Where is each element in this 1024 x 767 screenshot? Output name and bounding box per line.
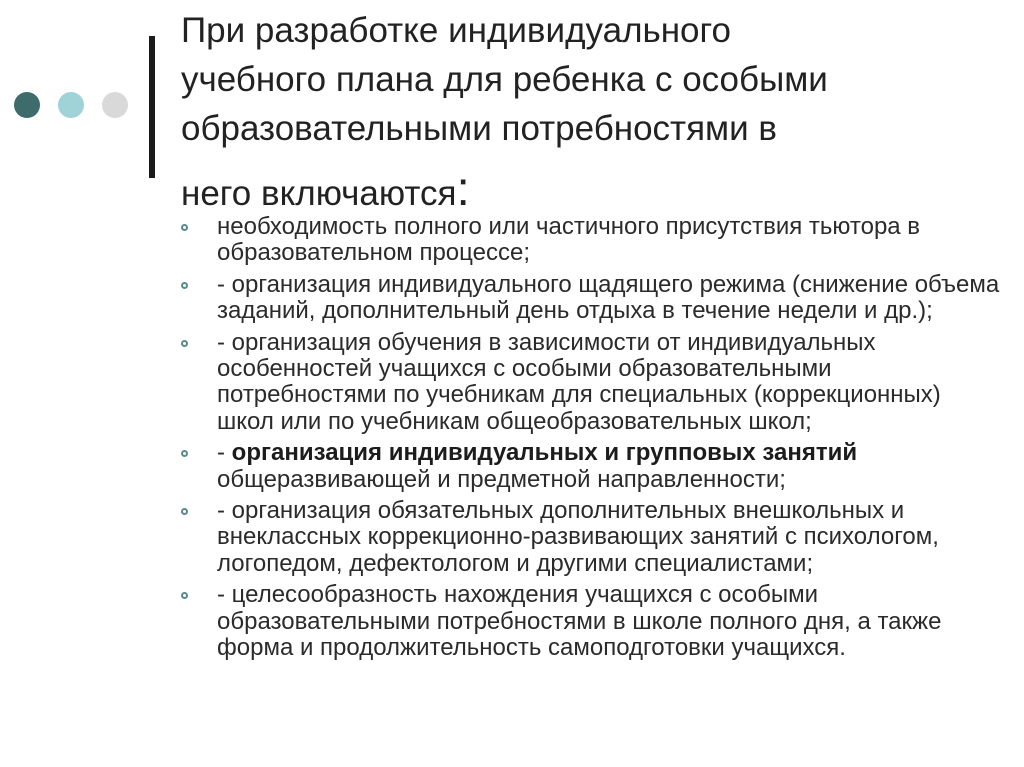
bullet-text: необходимость полного или частичного присутствия тьютора в образовательном процессе;	[217, 213, 921, 267]
bullet-text: - организация обучения в зависимости от индивидуальных особенностей учащихся с особыми образовательными потребностями по учебникам для специальных (коррекционных) школ или по учебникам общеобразовательных школ;	[217, 328, 941, 435]
bullet-text: - целесообразность нахождения учащихся с особыми образовательными потребностями в школе полного дня, а также форма и продолжительность самоподготовки учащихся.	[217, 581, 942, 662]
decorative-dots	[14, 91, 146, 119]
bullet-prefix: -	[217, 439, 232, 467]
list-item	[180, 214, 1000, 267]
list-item	[180, 498, 1000, 577]
bullet-text: - организация индивидуального щадящего режима (снижение объема заданий, дополнительный день отдыха в течение недели и др.);	[217, 270, 1000, 325]
bullet-list	[180, 214, 1000, 667]
bullet-ring-icon	[181, 450, 188, 457]
list-item	[180, 272, 1000, 325]
vertical-divider	[149, 36, 155, 178]
slide-title	[181, 6, 1001, 218]
bullet-ring-icon	[181, 508, 188, 515]
title-line-4: него включаются	[181, 174, 457, 213]
bullet-ring-icon	[181, 592, 188, 599]
bullet-ring-icon	[181, 224, 188, 231]
bullet-text: - организация обязательных дополнительных внешкольных и внеклассных коррекционно-развивающих занятий с психологом, логопедом, дефектологом и другими специалистами;	[217, 497, 939, 577]
title-line-3: образовательными потребностями в	[181, 109, 777, 148]
title-line-4-wrap	[181, 163, 470, 218]
bullet-rest-text: общеразвивающей и предметной направленности;	[217, 465, 786, 493]
title-line-1: При разработке индивидуального	[181, 11, 731, 50]
title-line-2: учебного плана для ребенка с особыми	[181, 60, 828, 99]
bullet-ring-icon	[181, 340, 188, 347]
bullet-ring-icon	[181, 282, 188, 289]
bullet-bold-text: организация индивидуальных и групповых занятий	[231, 439, 858, 467]
list-item	[180, 330, 1000, 436]
dot-light-gray	[102, 92, 128, 118]
list-item	[180, 440, 1000, 493]
list-item	[180, 582, 1000, 661]
dot-dark-teal	[14, 92, 40, 118]
dot-light-teal	[58, 92, 84, 118]
title-colon: :	[456, 163, 470, 216]
